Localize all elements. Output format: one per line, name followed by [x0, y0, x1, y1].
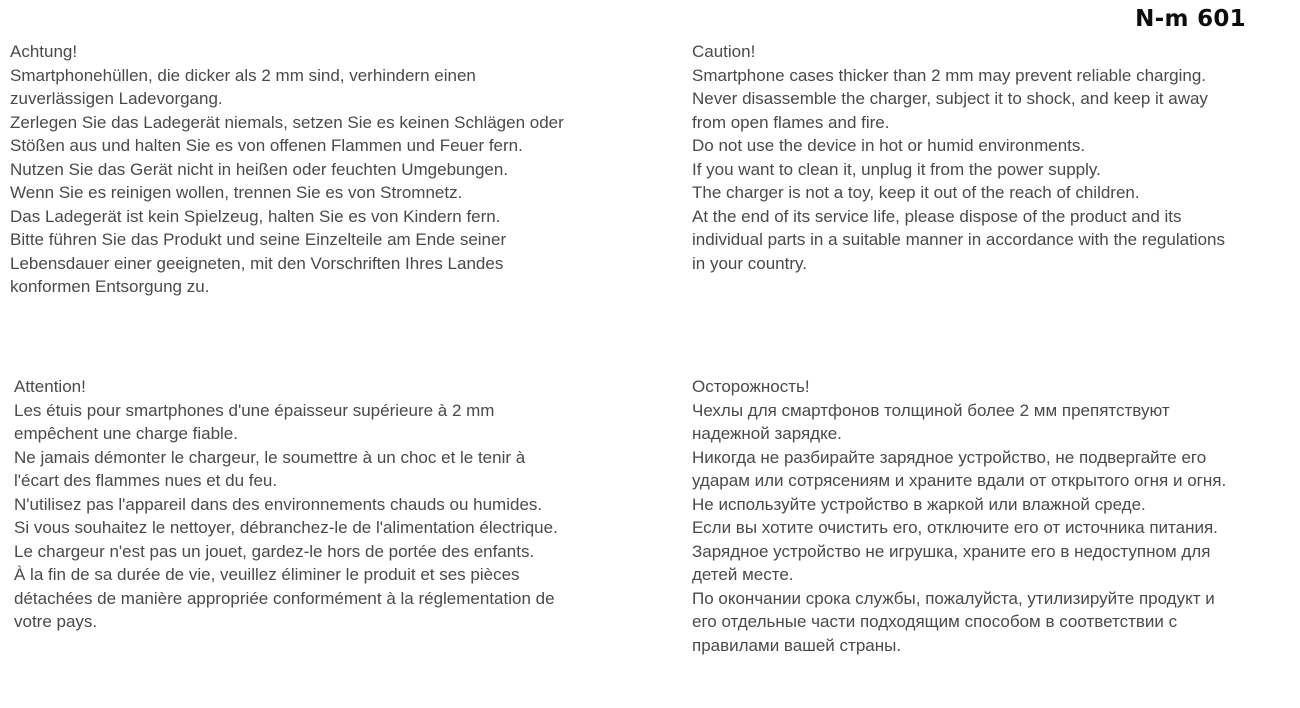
text-line: Зарядное устройство не игрушка, храните его в недоступном для — [692, 541, 1211, 561]
text-line: Never disassemble the charger, subject it to shock, and keep it away — [692, 89, 1208, 108]
text-line: individual parts in a suitable manner in accordance with the regulations — [692, 230, 1225, 249]
text-line: from open flames and fire. — [692, 112, 890, 132]
text-line: Smartphone cases thicker than 2 mm may prevent reliable charging. — [692, 65, 1207, 85]
section-body-english — [692, 64, 1225, 276]
text-line: If you want to clean it, unplug it from the power supply. — [692, 159, 1101, 179]
text-line: Le chargeur n'est pas un jouet, gardez-le hors de portée des enfants. — [14, 541, 535, 561]
text-line: ударам или сотрясениям и храните вдали от открытого огня и огня. — [692, 471, 1227, 490]
warning-section-german — [10, 40, 564, 299]
section-body-german — [10, 64, 564, 299]
text-line: правилами вашей страны. — [692, 635, 902, 655]
text-line: N'utilisez pas l'appareil dans des environnements chauds ou humides. — [14, 494, 543, 514]
text-line: konformen Entsorgung zu. — [10, 277, 210, 296]
text-line: Zerlegen Sie das Ladegerät niemals, setzen Sie es keinen Schlägen oder — [10, 112, 564, 132]
text-line: Если вы хотите очистить его, отключите его от источника питания. — [692, 518, 1218, 537]
section-title-french: Attention! — [14, 377, 86, 396]
text-line: Lebensdauer einer geeigneten, mit den Vorschriften Ihres Landes — [10, 253, 504, 273]
text-line: надежной зарядке. — [692, 424, 842, 443]
text-line: Ne jamais démonter le chargeur, le soumettre à un choc et le tenir à — [14, 447, 526, 467]
text-line: Чехлы для смартфонов толщиной более 2 мм препятствуют — [692, 400, 1170, 420]
text-line: Nutzen Sie das Gerät nicht in heißen oder feuchten Umgebungen. — [10, 159, 509, 179]
model-number: N-m 601 — [1135, 6, 1246, 32]
text-line: Bitte führen Sie das Produkt und seine Einzelteile am Ende seiner — [10, 230, 507, 249]
section-title-english: Caution! — [692, 42, 756, 61]
text-line: empêchent une charge fiable. — [14, 424, 238, 443]
text-line: Wenn Sie es reinigen wollen, trennen Sie es von Stromnetz. — [10, 183, 463, 202]
section-title-russian: Осторожность! — [692, 377, 810, 396]
text-line: Не используйте устройство в жаркой или влажной среде. — [692, 494, 1146, 514]
warning-section-russian — [692, 375, 1226, 657]
text-line: À la fin de sa durée de vie, veuillez éliminer le produit et ses pièces — [14, 565, 520, 584]
text-line: Никогда не разбирайте зарядное устройство, не подвергайте его — [692, 447, 1207, 467]
warning-section-french — [14, 375, 558, 634]
text-line: Stößen aus und halten Sie es von offenen Flammen und Feuer fern. — [10, 136, 523, 155]
text-line: Les étuis pour smartphones d'une épaisseur supérieure à 2 mm — [14, 400, 495, 420]
text-line: The charger is not a toy, keep it out of the reach of children. — [692, 183, 1140, 202]
text-line: Smartphonehüllen, die dicker als 2 mm sind, verhindern einen — [10, 65, 476, 85]
warning-section-english — [692, 40, 1225, 275]
section-body-french — [14, 399, 558, 634]
text-line: его отдельные части подходящим способом в соответствии с — [692, 612, 1178, 631]
text-line: At the end of its service life, please dispose of the product and its — [692, 206, 1182, 226]
text-line: По окончании срока службы, пожалуйста, утилизируйте продукт и — [692, 588, 1215, 608]
text-line: детей месте. — [692, 565, 794, 584]
text-line: Si vous souhaitez le nettoyer, débranchez-le de l'alimentation électrique. — [14, 518, 558, 537]
text-line: Das Ladegerät ist kein Spielzeug, halten Sie es von Kindern fern. — [10, 206, 501, 226]
section-body-russian — [692, 399, 1226, 658]
text-line: l'écart des flammes nues et du feu. — [14, 471, 278, 490]
text-line: zuverlässigen Ladevorgang. — [10, 89, 223, 108]
text-line: détachées de manière appropriée conformément à la réglementation de — [14, 588, 555, 608]
text-line: in your country. — [692, 253, 807, 273]
text-line: Do not use the device in hot or humid environments. — [692, 136, 1086, 155]
text-line: votre pays. — [14, 612, 98, 631]
section-title-german: Achtung! — [10, 42, 78, 61]
